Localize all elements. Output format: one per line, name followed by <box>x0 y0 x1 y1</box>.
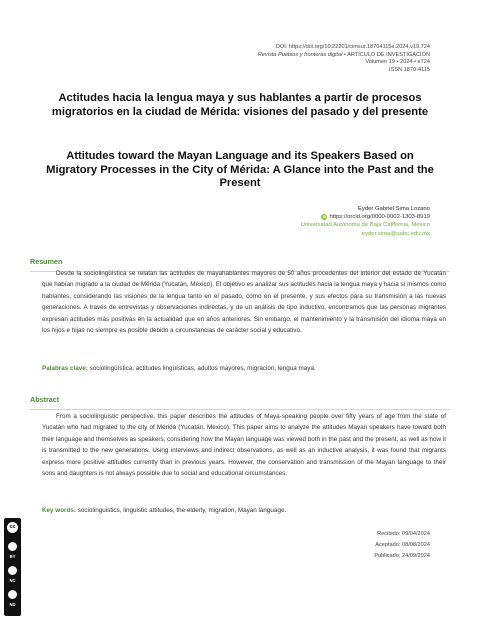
orcid-link[interactable]: https://orcid.org/0000-0002-1303-8919 <box>329 214 430 221</box>
date-accepted: Aceptado: 08/08/2024 <box>375 541 430 548</box>
nd-label: ND <box>9 602 16 607</box>
article-metadata <box>258 44 430 74</box>
by-icon <box>8 542 17 551</box>
abstract-keywords-label: Key words: <box>42 507 76 514</box>
resumen-keywords-label: Palabras clave: <box>42 365 88 372</box>
cc-icon: cc <box>7 522 18 533</box>
publication-dates <box>374 529 430 561</box>
article-type: • ARTÍCULO DE INVESTIGACIÓN <box>342 51 430 58</box>
volume-line: Volumen 19 • 2024 • e724 <box>365 59 430 66</box>
resumen-keywords-list: sociolingüística, actitudes lingüísticas, adultos mayores, migración, lengua maya. <box>87 365 316 372</box>
resumen-text: Desde la sociolingüística se relatan las actitudes de mayahablantes mayores de 50 años procedentes del interior del estado de Yucatán que habían migrado a la ciudad de Mérida (Yucatán, México). El objetivo es analizar sus actitudes hacia la lengua maya y hacia sí mismos como hablantes, considerando las visiones de la lengua tanto en el pasado, como en el presente, y sus efectos para su transmisión a las nuevas generaciones. A través de entrevistas y observaciones indirectas, y de un análisis de tipo inductivo, encontramos que las personas migrantes expresan actitudes más positivas en la actualidad que en años anteriores. Sin embargo, el mantenimiento y la transmisión del idioma maya en los hijos e hijas no siempre es posible debido a circunstancias de carácter social y educativo. <box>42 270 446 335</box>
title-spanish: Actitudes hacia la lengua maya y sus hablantes a partir de procesos migratorios en la ciudad de Mérida: visiones del pasado y del presente <box>51 92 429 118</box>
nd-icon <box>8 590 17 599</box>
creative-commons-license-badge[interactable] <box>4 518 21 616</box>
date-published: Publicado: 24/09/2024 <box>374 552 430 559</box>
title-english: Attitudes toward the Mayan Language and its Speakers Based on Migratory Processes in the City of Mérida: A Glance into the Past and the Present <box>46 150 434 190</box>
author-block <box>301 205 430 238</box>
date-received: Recibido: 09/04/2024 <box>377 531 430 537</box>
resumen-keywords <box>42 364 446 374</box>
resumen-heading: Resumen <box>30 257 63 266</box>
abstract-keywords <box>42 506 446 516</box>
author-institution: Universidad Autónoma de Baja California, México <box>300 222 430 229</box>
journal-line <box>258 52 430 60</box>
author-email[interactable]: eyder.sima@uabc.edu.mx <box>361 230 430 237</box>
journal-name: Revista Pueblos y fronteras digital <box>257 51 343 58</box>
orcid-icon: iD <box>322 214 327 219</box>
issn-line: ISSN 1870-4115 <box>389 66 430 73</box>
abstract-heading-bar <box>30 389 450 410</box>
abstract-text: From a sociolinguistic perspective, this paper describes the attitudes of Maya-speaking people over fifty years of age from the state of Yucatán who had migrated to the city of Mérida (Yucatán, Mexico). This paper aims to analyze the attitudes Mayan speakers have toward both their language and themselves as speakers, considering how the Mayan language was viewed both in the past and the present, as well as how it is transmitted to the new generations. Using interviews and indirect observations, as well as an inductive analysis, it was found that migrants express more positive attitudes currently than in previous years. However, the conservation and transmission of the Mayan language to their sons and daughters is not always possible due to social and educational circumstances. <box>42 413 446 478</box>
author-name: Eyder Gabriel Sima Lozano <box>357 206 430 212</box>
nc-label: NC <box>9 578 16 583</box>
abstract-heading: Abstract <box>30 395 60 404</box>
orcid-line <box>301 213 430 221</box>
nc-icon <box>8 566 17 575</box>
doi-link[interactable]: DOI: https://doi.org/10.22201/cimsur.18704115e.2024.v19.724 <box>275 44 430 50</box>
abstract-keywords-list: sociolinguistics, linguistic attitudes, the elderly, migration, Mayan language. <box>75 507 287 514</box>
by-label: BY <box>9 554 16 559</box>
